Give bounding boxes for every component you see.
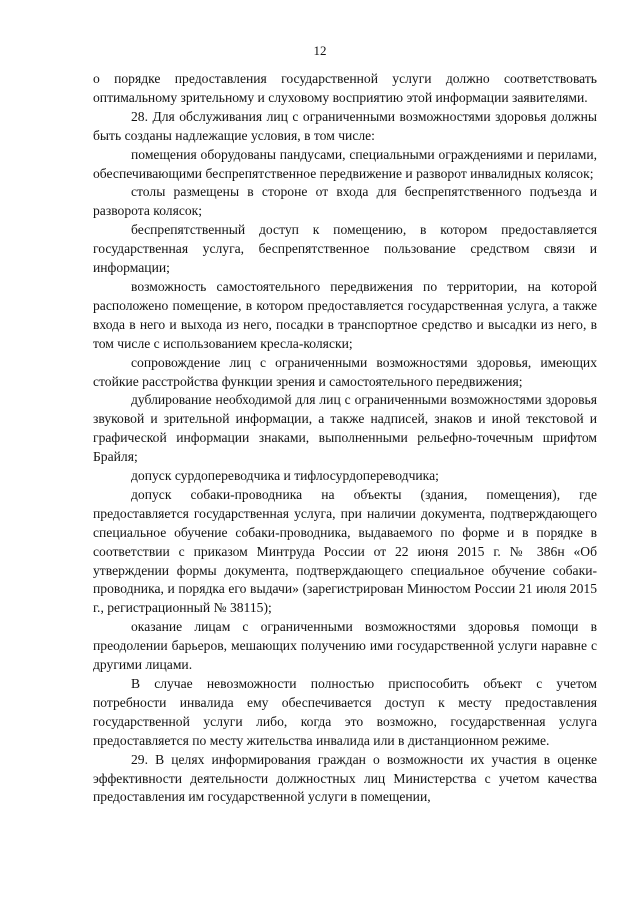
paragraph-interpreter: допуск сурдопереводчика и тифлосурдопереводчика; (131, 468, 439, 484)
paragraph-braille: дублирование необходимой для лиц с ограниченными возможностями здоровья звуковой и зрительной информации, а также надписей, знаков и иной текстовой и графической информации знаками, выполненными рельефно-точечным шрифтом Брайля; (93, 392, 597, 465)
document-body (93, 70, 597, 807)
paragraph-escort: сопровождение лиц с ограниченными возможностями здоровья, имеющих стойкие расстройства функции зрения и самостоятельного передвижения; (93, 354, 597, 389)
paragraph-continuation: о порядке предоставления государственной услуги должно соответствовать оптимальному зрительному и слуховому восприятию этой информации заявителями. (93, 71, 597, 105)
paragraph-guide-dog: допуск собаки-проводника на объекты (здания, помещения), где предоставляется государственная услуга, при наличии документа, подтверждающего специальное обучение собаки-проводника, выдаваемого по форме и в порядке в соответствии с приказом Минтруда России от 22 июня 2015 г. № 386н «Об утверждении формы документа, подтверждающего специальное обучение собаки-проводника, и порядка его выдачи» (зарегистрирован Минюстом России 21 июля 2015 г., регистрационный № 38115); (93, 486, 597, 616)
paragraph-remote-service: В случае невозможности полностью приспособить объект с учетом потребности инвалида ему обеспечивается доступ к месту предоставления государственной услуги либо, когда это возможно, государственная услуга предоставляется по месту жительства инвалида или в дистанционном режиме. (93, 676, 597, 748)
paragraph-item-29: 29. В целях информирования граждан о возможности их участия в оценке эффективности деятельности должностных лиц Министерства с учетом качества предоставления им государственной услуги в помещении, (93, 751, 597, 805)
paragraph-ramps: помещения оборудованы пандусами, специальными ограждениями и перилами, обеспечивающими беспрепятственное передвижение и разворот инвалидных колясок; (93, 146, 597, 181)
page-number: 12 (313, 43, 327, 58)
paragraph-access: беспрепятственный доступ к помещению, в котором предоставляется государственная услуга, беспрепятственное пользование средством связи и информации; (93, 222, 597, 276)
paragraph-assistance: оказание лицам с ограниченными возможностями здоровья помощи в преодолении барьеров, мешающих получению ими государственной услуги наравне с другими лицами. (93, 619, 597, 673)
paragraph-item-28: 28. Для обслуживания лиц с ограниченными возможностями здоровья должны быть созданы надлежащие условия, в том числе: (93, 108, 597, 143)
paragraph-tables: столы размещены в стороне от входа для беспрепятственного подъезда и разворота колясок; (93, 184, 597, 219)
paragraph-movement: возможность самостоятельного передвижения по территории, на которой расположено помещение, в котором предоставляется государственная услуга, а также входа в него и выхода из него, посадки в транспортное средство и высадки из него, в том числе с использованием кресла-коляски; (93, 278, 597, 351)
